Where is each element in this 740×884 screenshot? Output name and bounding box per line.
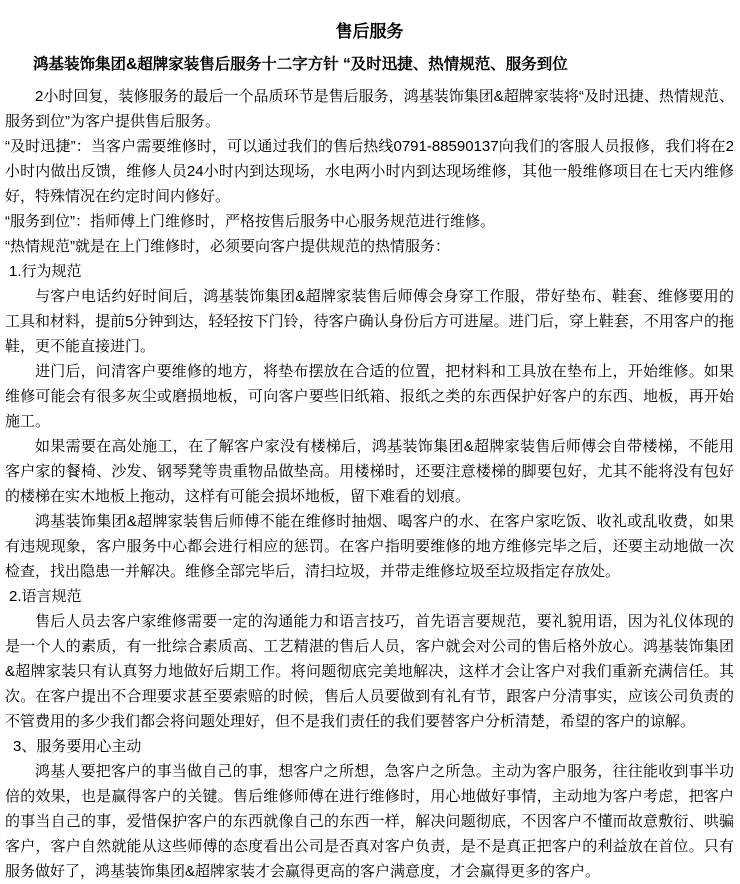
paragraph-reqingguifan: “热情规范”就是在上门维修时，必须要向客户提供规范的热情服务： <box>5 238 450 255</box>
paragraph-jishixunjie: “及时迅捷”：当客户需要维修时，可以通过我们的售后热线0791-88590137向我们的客服人员报修，我们将在2小时内做出反馈，维修人员24小时内到达现场，水电两小时内到达现场维修，其他一般维修项目在七天内维修好，特殊情况在约定时间内修好。 <box>5 138 734 205</box>
paragraph-behavior-2: 进门后，问清客户要维修的地方，将垫布摆放在合适的位置，把材料和工具放在垫布上，开始维修。如果维修可能会有很多灰尘或磨损地板，可向客户要些旧纸箱、报纸之类的东西保护好客户的东西、地板，再开始施工。 <box>5 363 734 430</box>
paragraph-intro: 2小时回复，装修服务的最后一个品质环节是售后服务，鸿基装饰集团&超牌家装将“及时迅捷、热情规范、服务到位”为客户提供售后服务。 <box>5 88 734 130</box>
section-heading-proactive: 3、服务要用心主动 <box>13 738 142 755</box>
paragraph-behavior-4: 鸿基装饰集团&超牌家装售后师傅不能在维修时抽烟、喝客户的水、在客户家吃饭、收礼或乱收费，如果有违规现象，客户服务中心都会进行相应的惩罚。在客户指明要维修的地方维修完毕之后，还要主动地做一次检查，找出隐患一并解决。维修全部完毕后，清扫垃圾，并带走维修垃圾至垃圾指定存放处。 <box>5 513 734 580</box>
paragraph-behavior-1: 与客户电话约好时间后，鸿基装饰集团&超牌家装售后师傅会身穿工作服，带好垫布、鞋套、维修要用的工具和材料，提前5分钟到达，轻轻按下门铃，待客户确认身份后方可进屋。进门后，穿上鞋套，不用客户的拖鞋，更不能直接进门。 <box>5 288 734 355</box>
section-heading-language: 2.语言规范 <box>9 588 82 605</box>
paragraph-proactive-1: 鸿基人要把客户的事当做自己的事，想客户之所想，急客户之所急。主动为客户服务，往往能收到事半功倍的效果，也是赢得客户的关键。售后维修师傅在进行维修时，用心地做好事情，主动地为客户考虑，把客户的事当自己的事，爱惜保护客户的东西就像自己的东西一样，解决问题彻底，不因客户不懂而故意敷衍、哄骗客户，客户自然就能从这些师傅的态度看出公司是否真对客户负责，是不是真正把客户的利益放在首位。只有服务做好了，鸿基装饰集团&超牌家装才会赢得更高的客户满意度，才会赢得更多的客户。 <box>5 763 734 880</box>
paragraph-fuwudaowei: “服务到位”：指师傅上门维修时，严格按售后服务中心服务规范进行维修。 <box>5 213 495 230</box>
document-title: 售后服务 <box>335 22 404 41</box>
paragraph-behavior-3: 如果需要在高处施工，在了解客户家没有楼梯后，鸿基装饰集团&超牌家装售后师傅会自带楼梯，不能用客户家的餐椅、沙发、钢琴凳等贵重物品做垫高。用楼梯时，还要注意楼梯的脚要包好，尤其不能将没有包好的楼梯在实木地板上拖动，这样有可能会损坏地板，留下难看的划痕。 <box>5 438 734 505</box>
section-heading-behavior: 1.行为规范 <box>9 263 82 280</box>
paragraph-language-1: 售后人员去客户家维修需要一定的沟通能力和语言技巧，首先语言要规范，要礼貌用语，因为礼仪体现的是一个人的素质，有一批综合素质高、工艺精湛的售后人员，客户就会对公司的售后格外放心。鸿基装饰集团&超牌家装只有认真努力地做好后期工作。将问题彻底完美地解决，这样才会让客户对我们重新充满信任。其次。在客户提出不合理要求甚至要索赔的时候，售后人员要做到有礼有节，跟客户分清事实，应该公司负责的不管费用的多少我们都会将问题处理好，但不是我们责任的我们要替客户分析清楚，希望的客户的谅解。 <box>5 613 734 730</box>
service-policy-subtitle: 鸿基装饰集团&超牌家装售后服务十二字方针 “及时迅捷、热情规范、服务到位 <box>33 56 568 73</box>
